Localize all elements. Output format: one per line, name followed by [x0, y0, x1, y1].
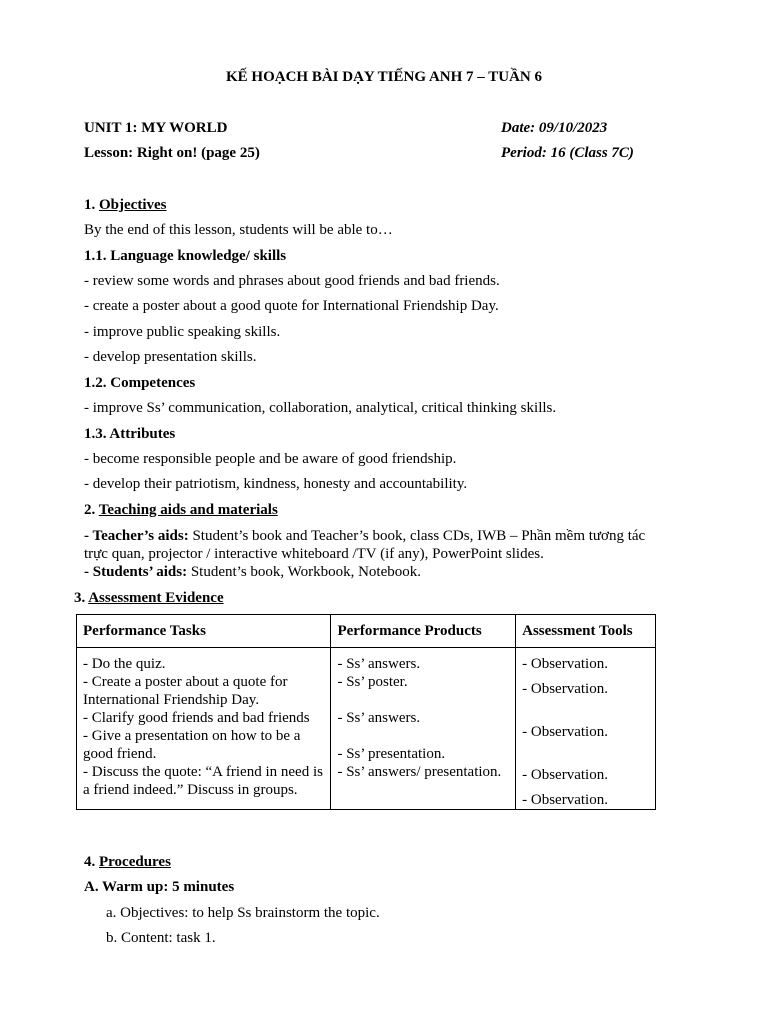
- competences-item: - improve Ss’ communication, collaboration, analytical, critical thinking skills.: [84, 400, 557, 416]
- task-item: - Create a poster about a quote for International Friendship Day.: [83, 674, 288, 708]
- assessment-table: [76, 614, 656, 810]
- task-item: - Clarify good friends and bad friends: [83, 710, 310, 726]
- knowledge-item: - review some words and phrases about good friends and bad friends.: [84, 273, 500, 289]
- knowledge-item: - improve public speaking skills.: [84, 324, 281, 340]
- assessment-title: Assessment Evidence: [88, 590, 224, 606]
- teacher-aids-label: - Teacher’s aids:: [84, 528, 189, 544]
- assessment-heading: [74, 589, 224, 607]
- task-item: - Give a presentation on how to be a good friend.: [83, 728, 301, 762]
- teacher-aids-line-2: trực quan, projector / interactive whiteboard /TV (if any), PowerPoint slides.: [84, 546, 544, 562]
- teaching-aids-heading: [84, 501, 278, 519]
- objectives-num: 1.: [84, 197, 99, 213]
- unit-label: UNIT 1: MY WORLD: [84, 120, 228, 136]
- product-item: - Ss’ presentation.: [337, 746, 446, 762]
- procedures-title: Procedures: [99, 854, 171, 870]
- product-item: - Ss’ answers.: [337, 656, 421, 672]
- column-header: Assessment Tools: [516, 615, 656, 648]
- tasks-cell: [77, 648, 331, 810]
- product-item: - Ss’ poster.: [337, 674, 408, 690]
- date-label: Date: 09/10/2023: [501, 120, 608, 136]
- teaching-aids-title: Teaching aids and materials: [98, 502, 278, 518]
- procedures-heading: [84, 853, 171, 871]
- tool-item: - Observation.: [522, 656, 608, 672]
- attributes-item: - become responsible people and be aware of good friendship.: [84, 451, 457, 467]
- students-aids-label: - Students’ aids:: [84, 564, 188, 580]
- tool-item: - Observation.: [522, 767, 608, 783]
- period-label: Period: 16 (Class 7C): [501, 145, 634, 161]
- warmup-heading: A. Warm up: 5 minutes: [84, 879, 235, 895]
- product-item: - Ss’ answers/ presentation.: [337, 764, 502, 780]
- warmup-content: b. Content: task 1.: [106, 930, 216, 946]
- teaching-aids-num: 2.: [84, 502, 99, 518]
- students-aids-line: [84, 563, 421, 581]
- task-item: - Do the quiz.: [83, 656, 166, 672]
- knowledge-item: - create a poster about a good quote for International Friendship Day.: [84, 298, 499, 314]
- students-aids-text: Student’s book, Workbook, Notebook.: [187, 564, 422, 580]
- column-header: Performance Products: [331, 615, 516, 648]
- page-title: KẾ HOẠCH BÀI DẠY TIẾNG ANH 7 – TUẦN 6: [225, 69, 543, 85]
- tool-item: - Observation.: [522, 681, 608, 697]
- attributes-item: - develop their patriotism, kindness, honesty and accountability.: [84, 476, 468, 492]
- product-item: - Ss’ answers.: [337, 710, 421, 726]
- objectives-heading: [84, 196, 166, 214]
- table-header-row: [77, 615, 656, 648]
- products-cell: [331, 648, 516, 810]
- tool-item: - Observation.: [522, 724, 608, 740]
- teacher-aids-text: Student’s book and Teacher’s book, class CDs, IWB – Phần mềm tương tác: [188, 528, 646, 544]
- procedures-num: 4.: [84, 854, 99, 870]
- knowledge-heading: 1.1. Language knowledge/ skills: [84, 248, 287, 264]
- attributes-heading: 1.3. Attributes: [84, 426, 176, 442]
- lesson-label: Lesson: Right on! (page 25): [84, 145, 260, 161]
- knowledge-item: - develop presentation skills.: [84, 349, 257, 365]
- teacher-aids-line: [84, 527, 645, 545]
- assessment-num: 3.: [74, 590, 89, 606]
- task-item: - Discuss the quote: “A friend in need is a friend indeed.” Discuss in groups.: [83, 764, 323, 798]
- objectives-intro: By the end of this lesson, students will be able to…: [84, 222, 393, 238]
- tools-cell: [516, 648, 656, 810]
- objectives-title: Objectives: [99, 197, 167, 213]
- warmup-objectives: a. Objectives: to help Ss brainstorm the topic.: [106, 905, 380, 921]
- competences-heading: 1.2. Competences: [84, 375, 196, 391]
- column-header: Performance Tasks: [77, 615, 331, 648]
- table-row: [77, 648, 656, 810]
- tool-item: - Observation.: [522, 792, 608, 808]
